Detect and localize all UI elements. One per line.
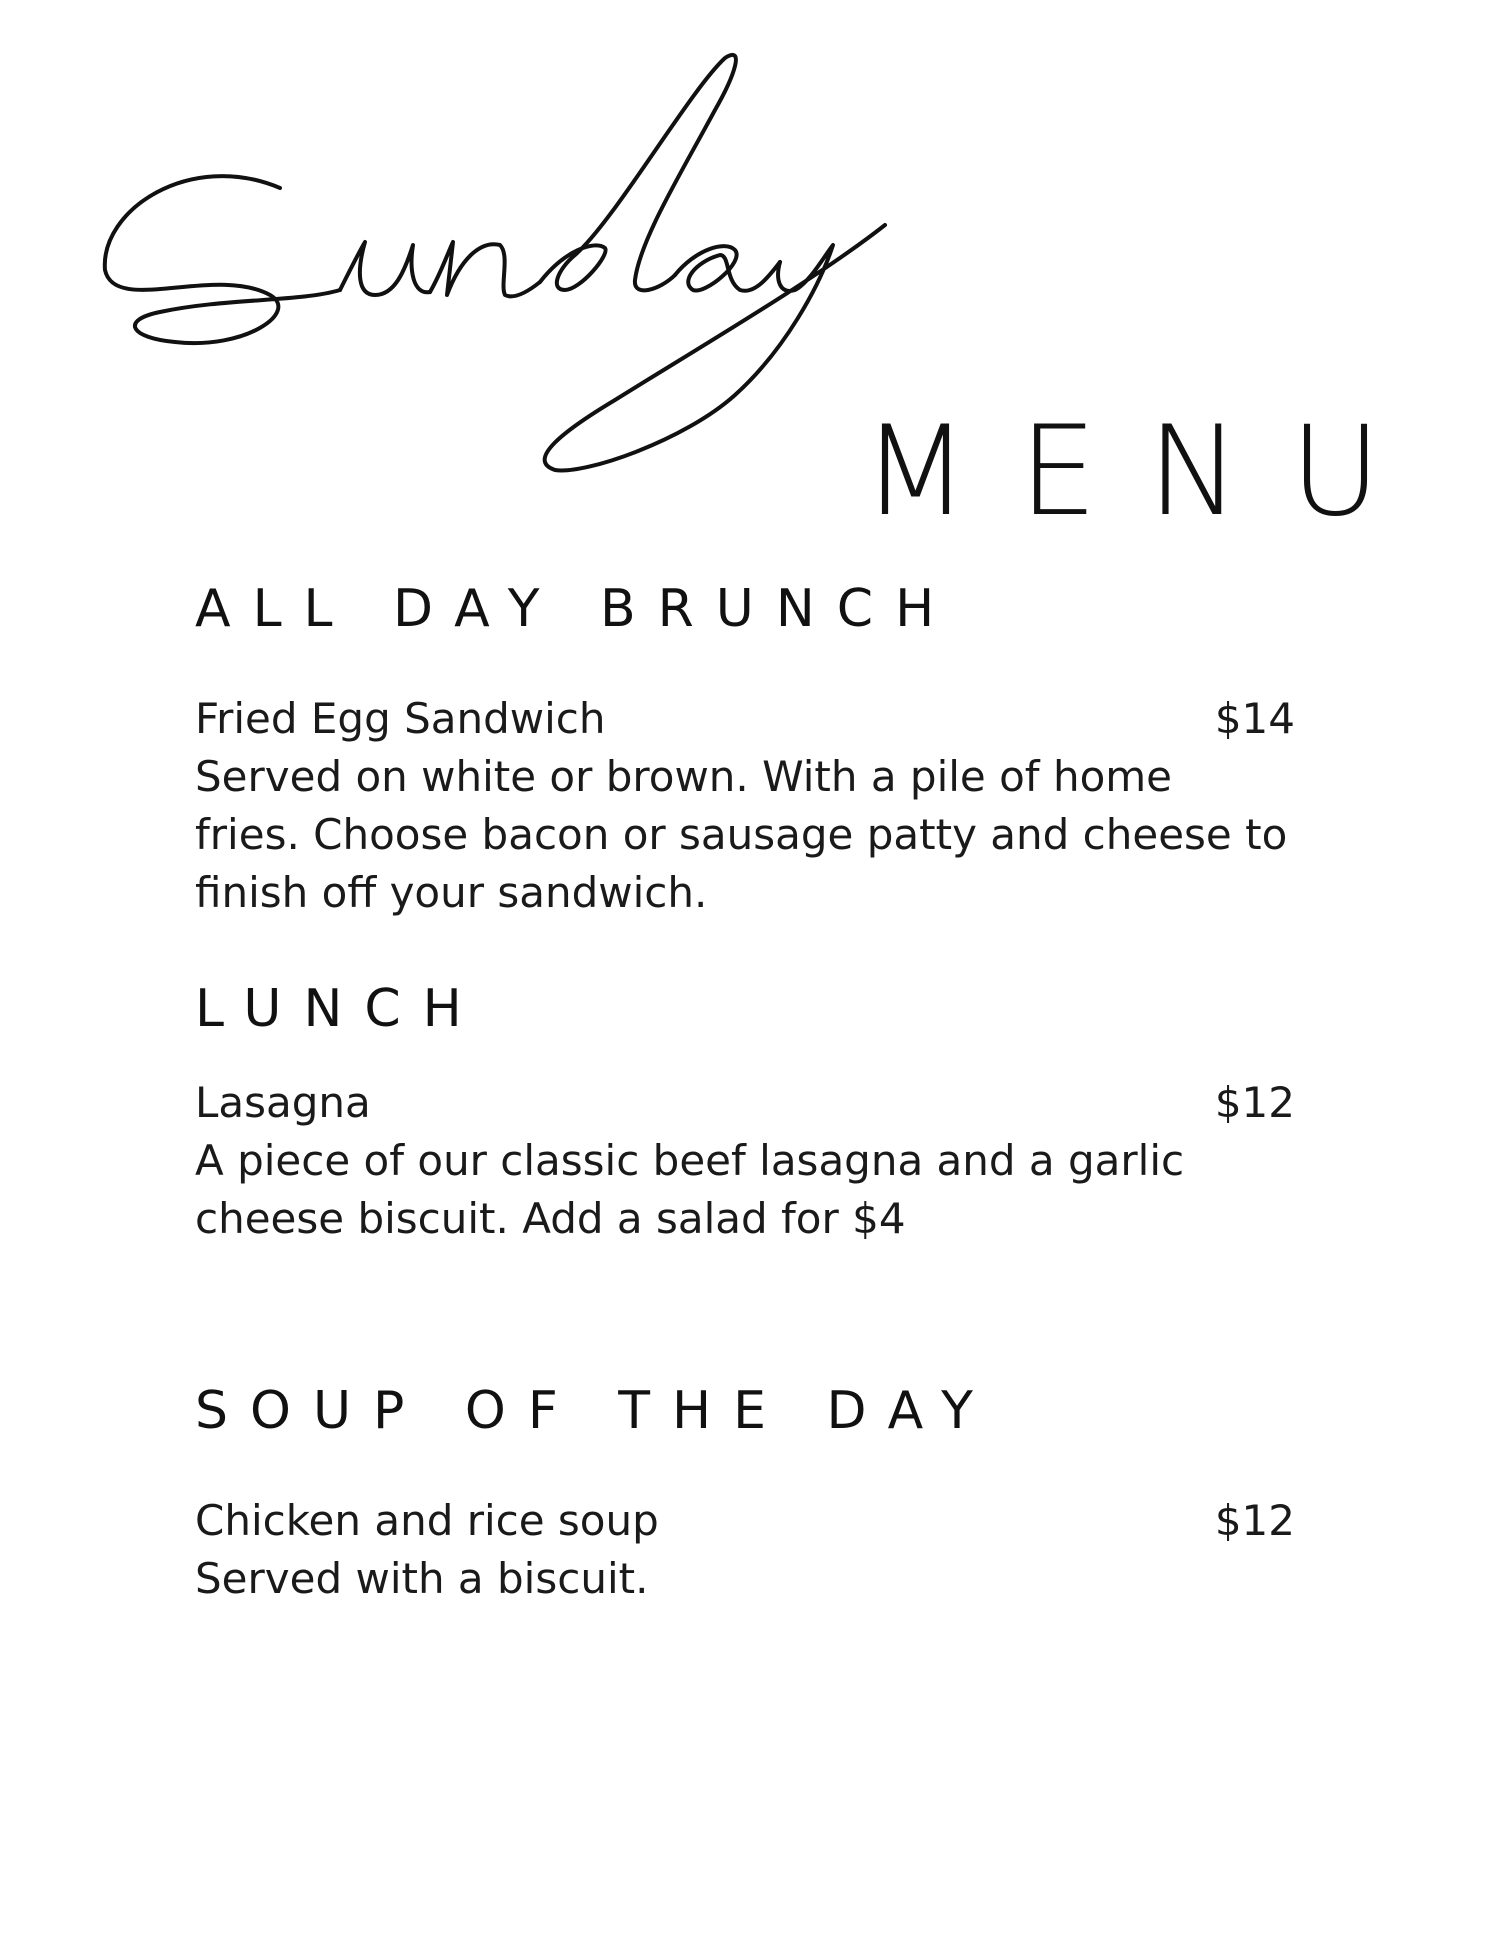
- script-title-drawing: [95, 50, 995, 530]
- item-description: A piece of our classic beef lasagna and a garlic cheese biscuit. Add a salad for $4: [195, 1136, 1185, 1243]
- item-name: Fried Egg Sandwich: [195, 694, 606, 743]
- item-price: $12: [1214, 1496, 1295, 1545]
- item-description: Served on white or brown. With a pile of home fries. Choose bacon or sausage patty and cheese to finish off your sandwich.: [195, 752, 1288, 917]
- menu-item-fried-egg-sandwich: [195, 690, 1295, 922]
- section-heading-soup-of-the-day: SOUP OF THE DAY: [195, 1381, 995, 1441]
- menu-item-chicken-and-rice-soup: [195, 1492, 1295, 1608]
- section-heading-lunch: LUNCH: [195, 979, 484, 1039]
- item-price: $12: [1214, 1078, 1295, 1127]
- menu-heading: MENU: [862, 400, 1431, 544]
- item-name: Chicken and rice soup: [195, 1496, 659, 1545]
- item-description: Served with a biscuit.: [195, 1554, 649, 1603]
- menu-item-lasagna: [195, 1074, 1295, 1248]
- section-heading-all-day-brunch: ALL DAY BRUNCH: [195, 579, 957, 639]
- script-title-sunday: [95, 50, 995, 530]
- item-price: $14: [1214, 694, 1295, 743]
- item-name: Lasagna: [195, 1078, 371, 1127]
